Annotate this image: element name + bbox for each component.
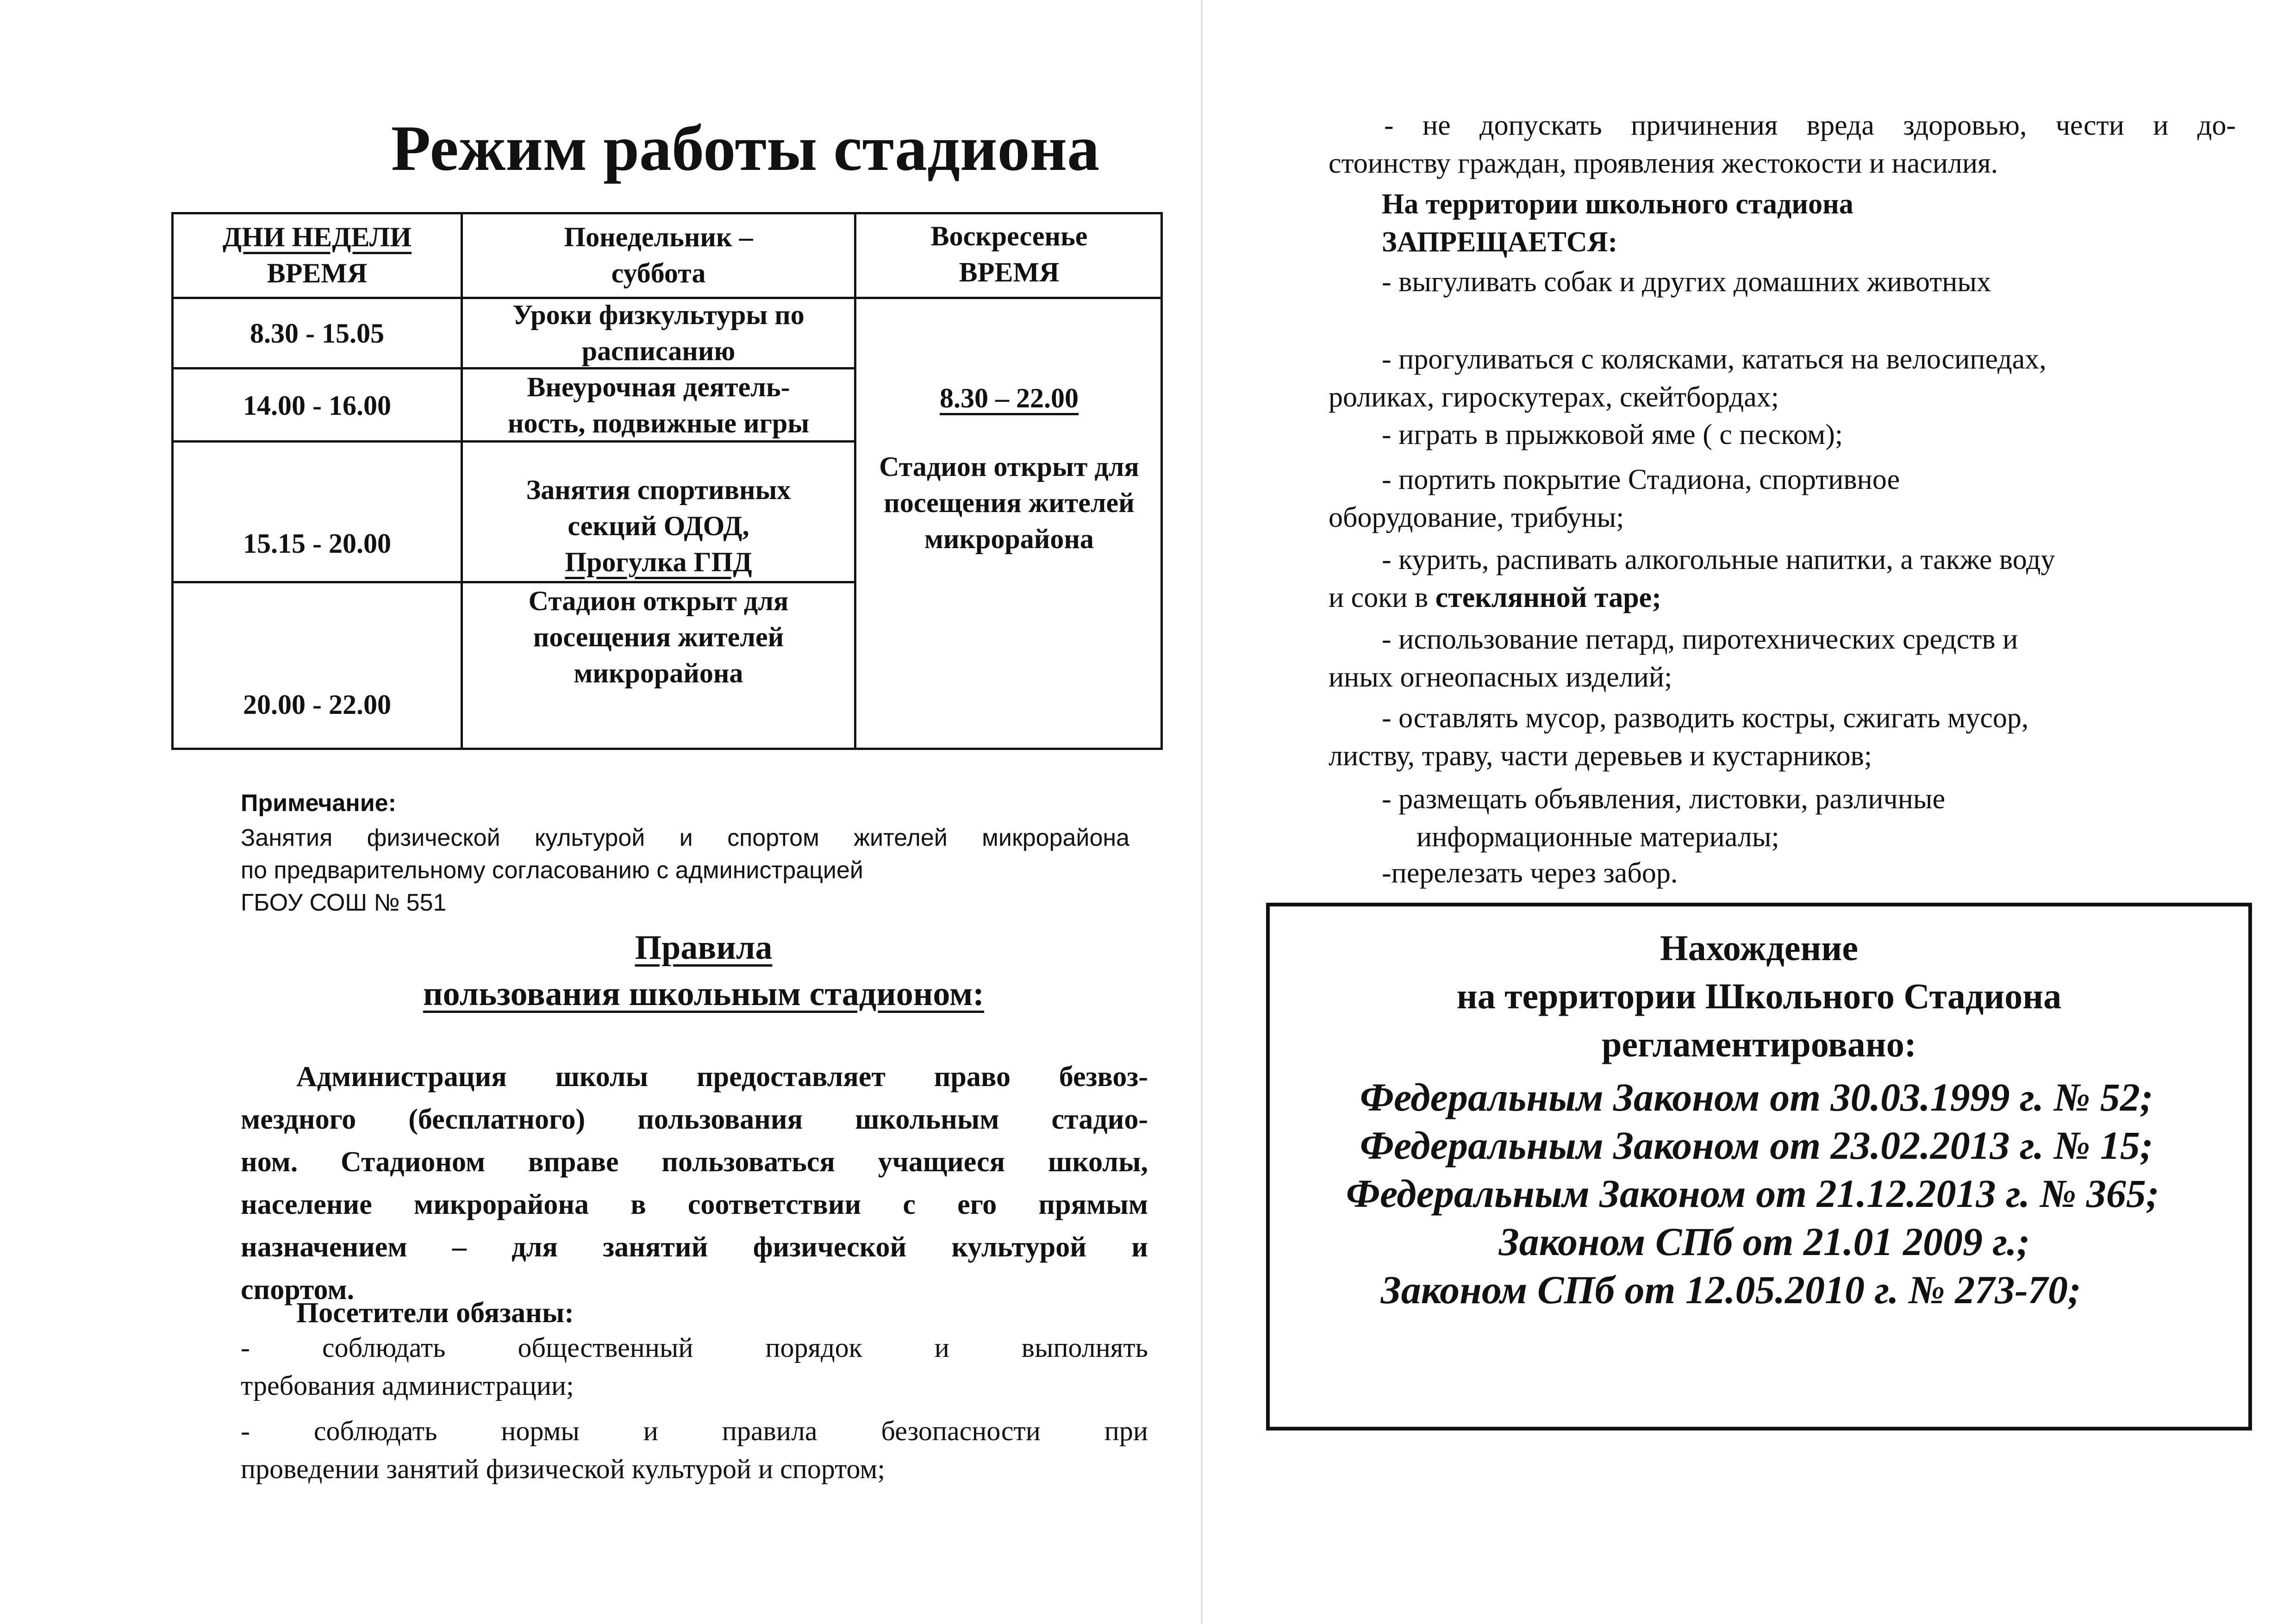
law-heading-line: Нахождение [1660, 928, 1858, 968]
obliged-item [241, 1329, 1148, 1405]
forbidden-line: листву, траву, части деревьев и кустарников; [1329, 740, 1872, 772]
forbidden-item [1329, 340, 2208, 416]
forbidden-line: оборудование, трибуны; [1329, 502, 1624, 533]
row-activity-line: секций ОДОД, [568, 511, 749, 541]
row-activity-line: микрорайона [574, 658, 743, 688]
row-activity-line: Внеурочная деятель- [527, 372, 790, 402]
row-activity-line: Занятия спортивных [526, 475, 791, 505]
intro-line: население микрорайона в соответствии с его прямым [241, 1189, 1148, 1220]
forbidden-item: - играть в прыжковой яме ( с песком); [1382, 419, 1843, 450]
forbidden-line [1329, 579, 2208, 617]
forbidden-item [1329, 541, 2208, 617]
forbidden-item [1329, 699, 2208, 775]
sunday-text-line: микрорайона [924, 524, 1094, 554]
obliged-label: Посетители обязаны: [296, 1297, 574, 1329]
note-line: ГБОУ СОШ № 551 [241, 889, 447, 916]
forbidden-item: -перелезать через забор. [1382, 857, 1678, 889]
forbidden-text: и соки в [1329, 582, 1435, 613]
forbidden-line: информационные материалы; [1416, 821, 1779, 853]
header-sunday-line2: ВРЕМЯ [959, 257, 1060, 287]
obliged-line: - соблюдать общественный порядок и выполнять [241, 1332, 1148, 1363]
row-activity-line: расписанию [581, 336, 736, 366]
forbidden-label-line: На территории школьного стадиона [1382, 188, 1853, 220]
glass-container-emphasis: стеклянной таре; [1435, 582, 1661, 613]
row-activity-line: Прогулка ГПД [565, 547, 752, 577]
header-sunday [856, 218, 1162, 290]
row-activity-line: ность, подвижные игры [507, 408, 810, 438]
header-days-label: ДНИ НЕДЕЛИ [222, 222, 412, 252]
forbidden-line: - курить, распивать алкогольные напитки, а также воду [1382, 544, 2055, 575]
obliged-line: требования администрации; [241, 1370, 574, 1401]
rules-title-line2: пользования школьным стадионом: [423, 975, 985, 1013]
forbidden-line: - оставлять мусор, разводить костры, сжигать мусор, [1382, 702, 2029, 734]
obliged-line: - соблюдать нормы и правила безопасности при [241, 1416, 1148, 1446]
forbidden-line: иных огнеопасных изделий; [1329, 662, 1672, 693]
rules-title-line1: Правила [635, 929, 773, 967]
header-weekdays [463, 219, 854, 291]
row-activity-line: Стадион открыт для [528, 586, 789, 616]
forbidden-item: - выгуливать собак и других домашних животных [1382, 266, 1991, 298]
law-item: Федеральным Законом от 30.03.1999 г. № 52; [1360, 1075, 2153, 1119]
note-line: по предварительному согласованию с администрацией [241, 857, 863, 884]
row-activity [463, 297, 854, 369]
row-activity-line: Уроки физкультуры по [512, 300, 805, 330]
page-title: Режим работы стадиона [391, 112, 1100, 184]
header-weekdays-line1: Понедельник – [564, 222, 753, 252]
law-heading-line: на территории Школьного Стадиона [1456, 976, 2062, 1016]
header-time-label: ВРЕМЯ [267, 258, 368, 288]
header-sunday-line1: Воскресенье [930, 221, 1088, 251]
forbidden-line: - размещать объявления, листовки, различные [1382, 783, 1946, 815]
law-item: Законом СПб от 12.05.2010 г. № 273-70; [1381, 1268, 2081, 1312]
law-box [1266, 903, 2252, 1430]
row-time: 8.30 - 15.05 [250, 318, 384, 349]
header-weekdays-line2: суббота [611, 258, 706, 288]
sunday-time: 8.30 – 22.00 [940, 383, 1079, 413]
forbidden-line: роликах, гироскутерах, скейтбордах; [1329, 381, 1779, 413]
obliged-line: стоинству граждан, проявления жестокости и насилия. [1329, 148, 1998, 179]
forbidden-label-line: ЗАПРЕЩАЕТСЯ: [1382, 226, 1618, 258]
law-heading-line: регламентировано: [1602, 1024, 1916, 1064]
forbidden-line: - портить покрытие Стадиона, спортивное [1382, 464, 1900, 495]
schedule-table [171, 212, 1163, 750]
rules-intro [241, 1056, 1148, 1311]
intro-line: назначением – для занятий физической культурой и [241, 1231, 1148, 1263]
forbidden-item [1382, 780, 2215, 856]
obliged-item [1329, 106, 2236, 182]
note-label: Примечание: [241, 790, 396, 817]
header-days [174, 219, 461, 291]
law-item: Законом СПб от 21.01 2009 г.; [1499, 1219, 2030, 1264]
row-activity [463, 369, 854, 441]
sunday-text-line: Стадион открыт для [879, 451, 1139, 482]
sunday-cell [856, 380, 1162, 557]
row-activity-line: посещения жителей [533, 622, 784, 652]
row-activity [463, 583, 854, 691]
note-line: Занятия физической культурой и спортом жителей микрорайона [241, 824, 1129, 851]
row-activity [463, 472, 854, 580]
forbidden-line: - использование петард, пиротехнических средств и [1382, 624, 2018, 655]
forbidden-label [1382, 185, 1853, 261]
row-time: 15.15 - 20.00 [243, 528, 391, 559]
intro-line: мездного (бесплатного) пользования школьным стадио- [241, 1104, 1148, 1135]
law-item: Федеральным Законом от 23.02.2013 г. № 15; [1360, 1123, 2153, 1168]
intro-line: Администрация школы предоставляет право безвоз- [296, 1061, 1148, 1093]
forbidden-item [1329, 461, 2208, 537]
row-time: 14.00 - 16.00 [243, 390, 391, 421]
obliged-line: проведении занятий физической культурой и спортом; [241, 1454, 886, 1484]
obliged-line: - не допускать причинения вреда здоровью, чести и до- [1384, 110, 2236, 141]
note-text [241, 822, 1129, 919]
page-fold-divider [1201, 0, 1203, 1624]
law-item: Федеральным Законом от 21.12.2013 г. № 365; [1346, 1171, 2159, 1216]
intro-line: спортом. [241, 1274, 355, 1305]
intro-line: ном. Стадионом вправе пользоваться учащиеся школы, [241, 1146, 1148, 1178]
forbidden-item [1329, 620, 2208, 696]
obliged-item [241, 1412, 1148, 1488]
row-time: 20.00 - 22.00 [243, 689, 391, 720]
sunday-text-line: посещения жителей [884, 487, 1135, 518]
forbidden-line: - прогуливаться с колясками, кататься на велосипедах, [1382, 344, 2046, 375]
